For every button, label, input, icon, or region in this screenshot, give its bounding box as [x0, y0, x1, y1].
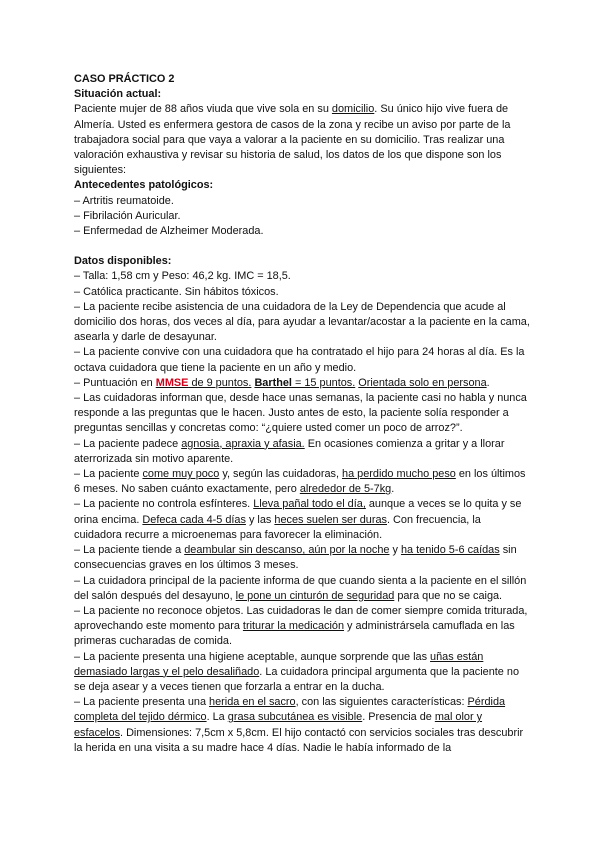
dato-religion: – Católica practicante. Sin hábitos tóxicos. — [74, 285, 279, 298]
dato-deambulacion: – La paciente tiende a deambular sin descanso, aún por la noche y ha tenido 5-6 caídas sin consecuencias graves en los últimos 3 meses. — [74, 544, 517, 572]
datos-heading: Datos disponibles: — [74, 255, 172, 268]
dato-esfinteres: – La paciente no controla esfínteres. Lleva pañal todo el día, aunque a veces se lo quita y se orina encima. Defeca cada 4-5 días y las heces suelen ser duras. Con frecuencia, la cuidadora recurre a microenemas para favorecer la eliminación. — [74, 498, 522, 541]
antecedente-item: – Enfermedad de Alzheimer Moderada. — [74, 225, 264, 238]
mmse-label: MMSE — [155, 376, 189, 389]
document-title: CASO PRÁCTICO 2 — [74, 73, 175, 85]
dato-sujecion: – La cuidadora principal de la paciente informa de que cuando sienta a la paciente en el sillón del salón después del desayuno, le pone un cinturón de seguridad para que no se caiga. — [74, 574, 527, 602]
situacion-paragraph — [74, 102, 530, 178]
dato-agnosia: – La paciente padece agnosia, apraxia y afasia. En ocasiones comienza a gritar y a llorar aterrorizada sin motivo aparente. — [74, 437, 505, 465]
dato-herida: – La paciente presenta una herida en el sacro, con las siguientes características: Pérdida completa del tejido dérmico. La grasa subcutánea es visible. Presencia de mal olor y esfacelos. Dimensiones: 7,5cm x 5,8cm. El hijo contactó con servicios sociales tras descubrir la herida en una visita a su madre hace 4 días. Nadie le había informado de la — [74, 696, 524, 754]
dato-higiene: – La paciente presenta una higiene aceptable, aunque sorprende que las uñas están demasiado largas y el pelo desaliñado. La cuidadora principal argumenta que la paciente no se deja asear y a veces tienen que forzarla a entrar en la ducha. — [74, 650, 520, 693]
antecedentes-heading: Antecedentes patológicos: — [74, 179, 214, 192]
dato-alimentacion: – La paciente come muy poco y, según las cuidadoras, ha perdido mucho peso en los últimos 6 meses. No saben cuánto exactamente, pero alrededor de 5-7kg. — [74, 468, 526, 496]
barthel-label: Barthel — [254, 376, 292, 389]
antecedente-item: – Artritis reumatoide. — [74, 194, 174, 207]
document-page — [74, 72, 530, 756]
dato-talla: – Talla: 1,58 cm y Peso: 46,2 kg. IMC = 18,5. — [74, 270, 291, 283]
dato-asistencia: – La paciente recibe asistencia de una cuidadora de la Ley de Dependencia que acude al domicilio dos horas, dos veces al día, para ayudar a levantar/acostar a la paciente en la cama, asearla y darle de desayunar. — [74, 300, 530, 344]
situacion-heading: Situación actual: — [74, 88, 162, 101]
situacion-domicilio: domicilio — [331, 103, 375, 116]
situacion-text-1: Paciente mujer de 88 años viuda que vive sola en su — [74, 103, 332, 116]
antecedente-item: – Fibrilación Auricular. — [74, 209, 181, 222]
dato-convivencia: – La paciente convive con una cuidadora que ha contratado el hijo para 24 horas al día. Es la octava cuidadora que tiene la paciente en un año y medio. — [74, 346, 525, 374]
situacion-text-2: . Su único hijo vive fuera de Almería. Usted es enfermera gestora de casos de la zona y recibe un aviso por parte de la trabajadora social para que vaya a valorar a la paciente en su domicilio. Tras realizar una valoración exhaustiva y revisar su historia de salud, los datos de los que dispone son los siguientes: — [74, 103, 511, 177]
dato-puntuacion: – Puntuación en MMSE de 9 puntos. Barthel = 15 puntos. Orientada solo en persona. — [74, 376, 490, 389]
spacer — [74, 239, 530, 254]
dato-medicacion: – La paciente no reconoce objetos. Las cuidadoras le dan de comer siempre comida triturada, aprovechando este momento para triturar la medicación y administrársela camuflada en las primeras cucharadas de comida. — [74, 604, 528, 648]
dato-habla: – Las cuidadoras informan que, desde hace unas semanas, la paciente casi no habla y nunca responde a las preguntas que le hacen. Justo antes de esto, la paciente solía responder a preguntas sencillas y concretas como: “¿quiere usted comer un poco de arroz?”. — [74, 392, 527, 435]
